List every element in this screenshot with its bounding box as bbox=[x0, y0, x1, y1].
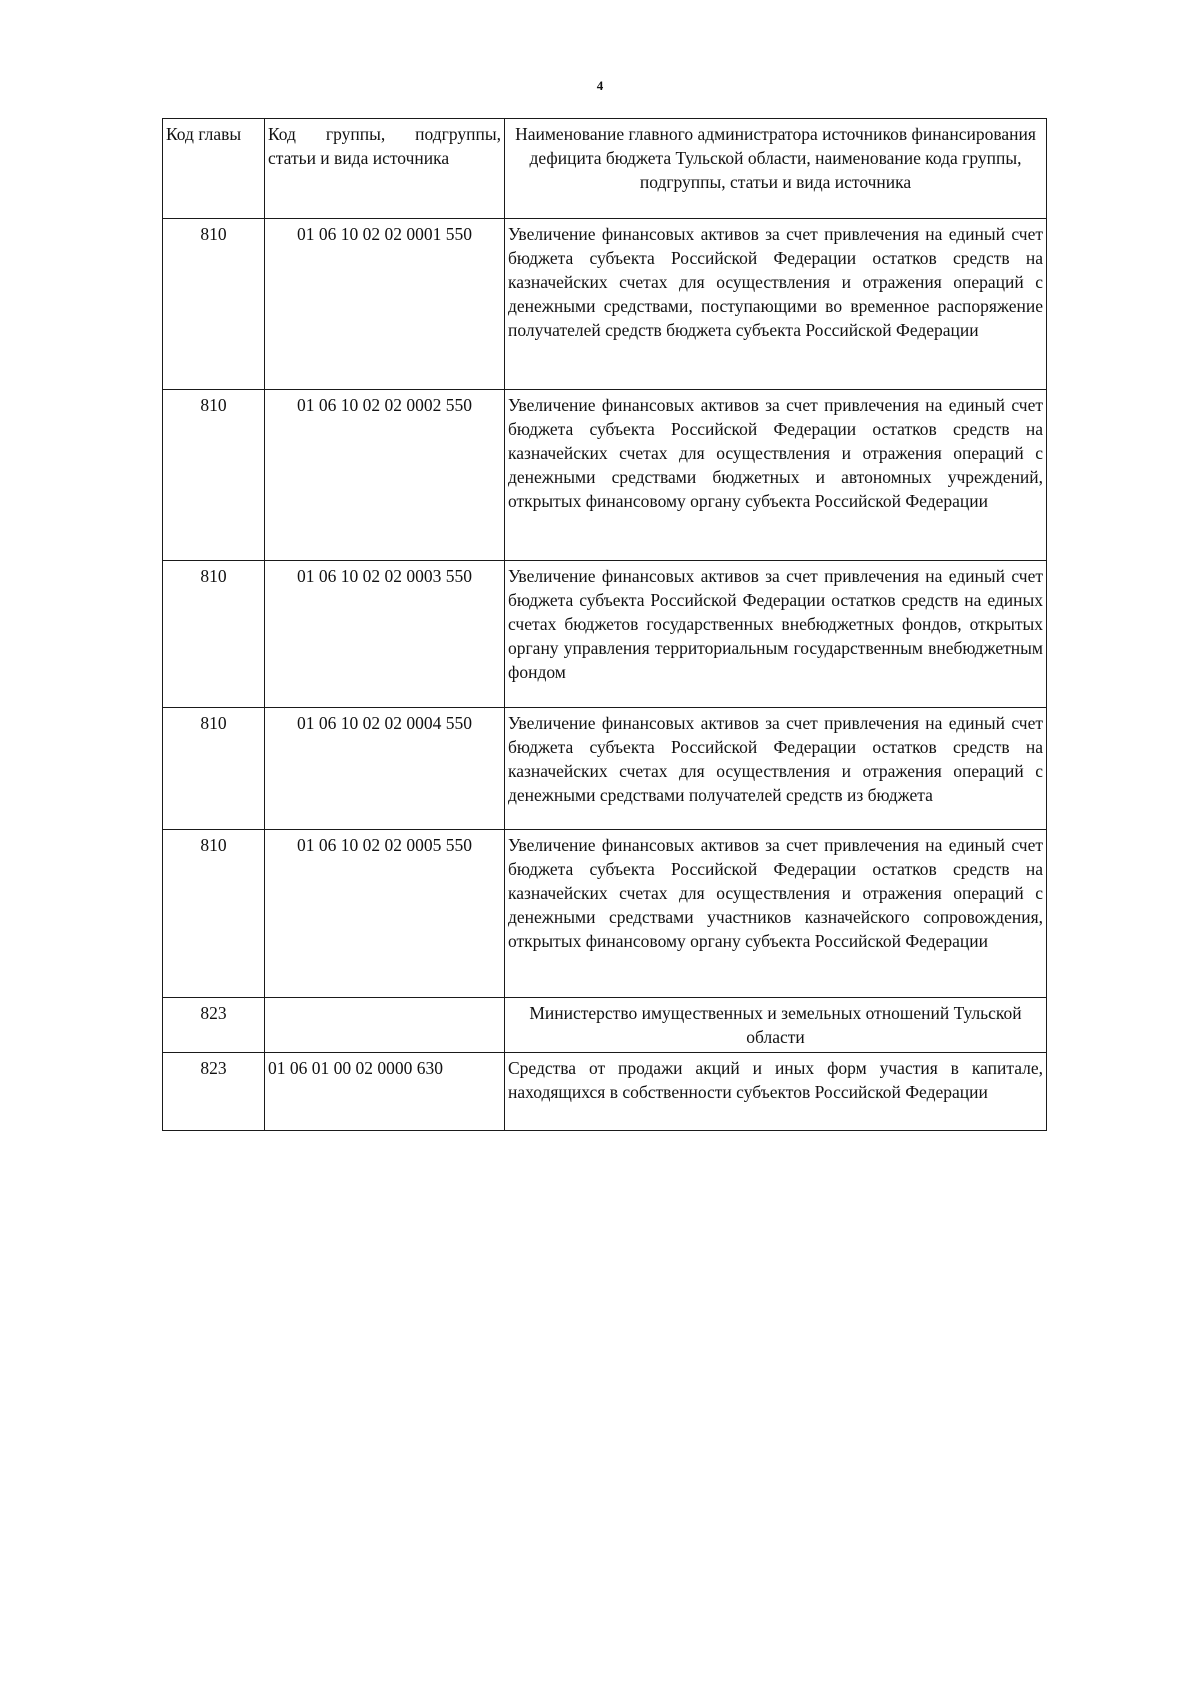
header-chapter-code: Код главы bbox=[163, 119, 265, 219]
source-name-cell: Увеличение финансовых активов за счет привлечения на единый счет бюджета субъекта Российской Федерации остатков средств на казначейских счетах для осуществления и отражения операций с денежными средствами, поступающими во временное распоряжение получателей средств бюджета субъекта Российской Федерации bbox=[505, 219, 1047, 390]
table-row bbox=[163, 708, 1047, 830]
source-code-cell: 01 06 10 02 02 0001 550 bbox=[265, 219, 505, 390]
chapter-code-cell: 823 bbox=[163, 1053, 265, 1131]
page-number: 4 bbox=[596, 78, 604, 93]
table-row bbox=[163, 390, 1047, 561]
header-source-code: Код группы, подгруппы, статьи и вида источника bbox=[265, 119, 505, 219]
administrator-name-cell: Министерство имущественных и земельных отношений Тульской области bbox=[505, 998, 1047, 1053]
chapter-code-cell: 810 bbox=[163, 390, 265, 561]
source-code-cell: 01 06 10 02 02 0003 550 bbox=[265, 561, 505, 708]
source-name-cell: Увеличение финансовых активов за счет привлечения на единый счет бюджета субъекта Российской Федерации остатков средств на единых счетах бюджетов государственных внебюджетных фондов, открытых органу управления территориальным государственным внебюджетным фондом bbox=[505, 561, 1047, 708]
table-row bbox=[163, 1053, 1047, 1131]
chapter-code-cell: 823 bbox=[163, 998, 265, 1053]
table-row bbox=[163, 998, 1047, 1053]
source-name-cell: Увеличение финансовых активов за счет привлечения на единый счет бюджета субъекта Российской Федерации остатков средств на казначейских счетах для осуществления и отражения операций с денежными средствами участников казначейского сопровождения, открытых финансовому органу субъекта Российской Федерации bbox=[505, 830, 1047, 998]
table-row bbox=[163, 830, 1047, 998]
header-name: Наименование главного администратора источников финансирования дефицита бюджета Тульской области, наименование кода группы, подгруппы, статьи и вида источника bbox=[505, 119, 1047, 219]
chapter-code-cell: 810 bbox=[163, 219, 265, 390]
source-code-cell: 01 06 10 02 02 0005 550 bbox=[265, 830, 505, 998]
chapter-code-cell: 810 bbox=[163, 708, 265, 830]
sources-table bbox=[162, 118, 1047, 1131]
source-code-cell bbox=[265, 998, 505, 1053]
source-name-cell: Средства от продажи акций и иных форм участия в капитале, находящихся в собственности субъектов Российской Федерации bbox=[505, 1053, 1047, 1131]
chapter-code-cell: 810 bbox=[163, 561, 265, 708]
source-name-cell: Увеличение финансовых активов за счет привлечения на единый счет бюджета субъекта Российской Федерации остатков средств на казначейских счетах для осуществления и отражения операций с денежными средствами получателей средств из бюджета bbox=[505, 708, 1047, 830]
chapter-code-cell: 810 bbox=[163, 830, 265, 998]
source-code-cell: 01 06 10 02 02 0004 550 bbox=[265, 708, 505, 830]
table-row bbox=[163, 561, 1047, 708]
source-code-cell: 01 06 01 00 02 0000 630 bbox=[265, 1053, 505, 1131]
source-code-cell: 01 06 10 02 02 0002 550 bbox=[265, 390, 505, 561]
table-header-row bbox=[163, 119, 1047, 219]
source-name-cell: Увеличение финансовых активов за счет привлечения на единый счет бюджета субъекта Российской Федерации остатков средств на казначейских счетах для осуществления и отражения операций с денежными средствами бюджетных и автономных учреждений, открытых финансовому органу субъекта Российской Федерации bbox=[505, 390, 1047, 561]
table-row bbox=[163, 219, 1047, 390]
